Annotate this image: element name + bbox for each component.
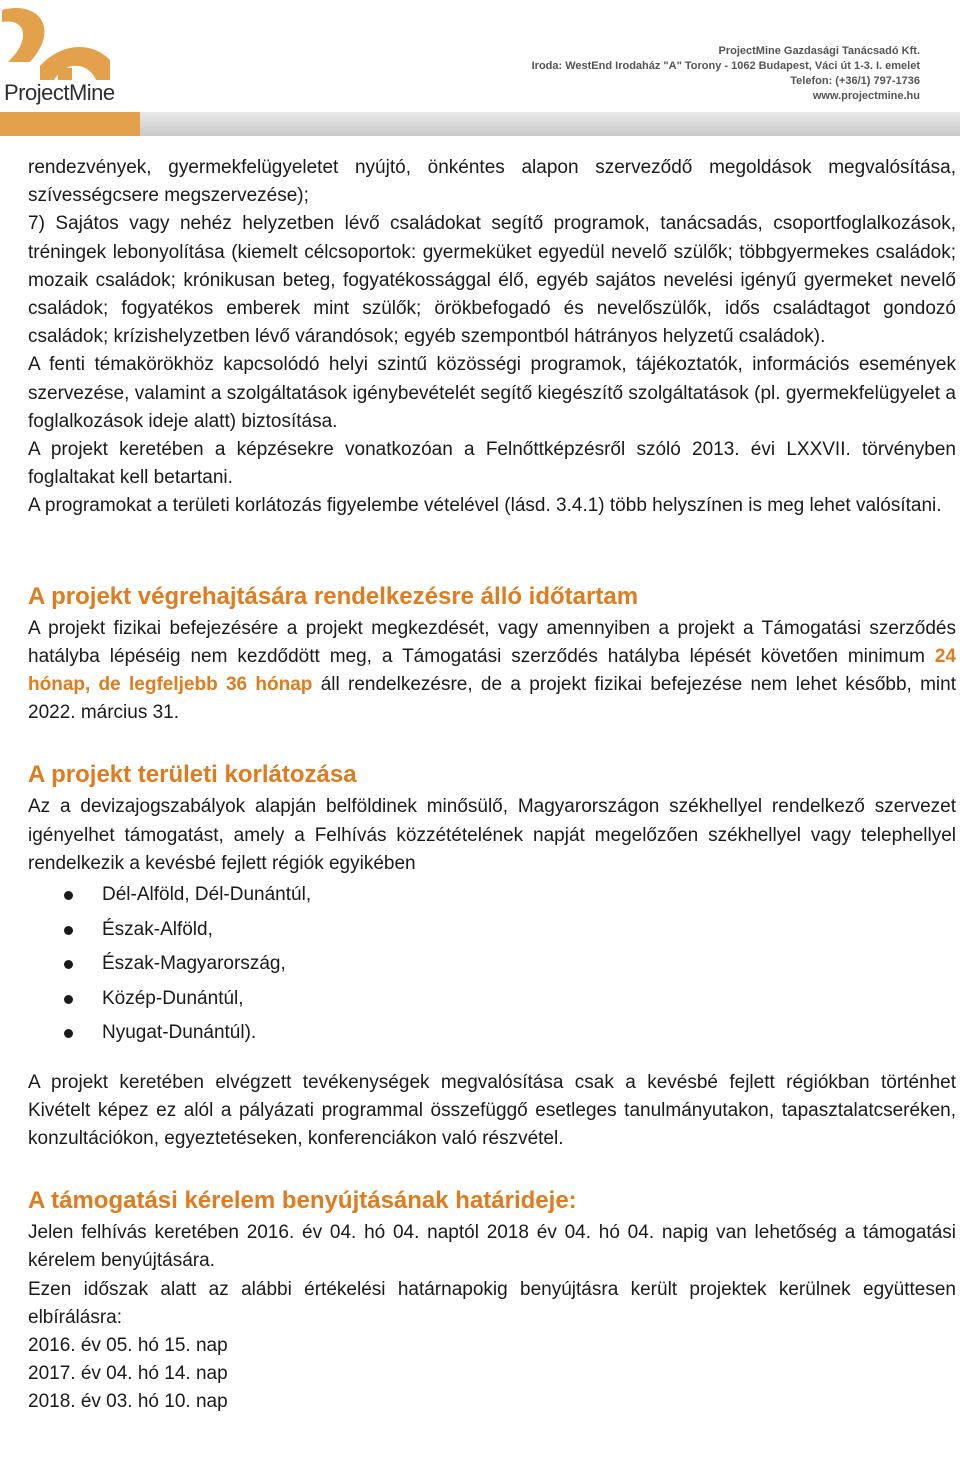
intro-paragraph-5: A programokat a területi korlátozás figyelembe vételével (lásd. 3.4.1) több helyszínen is meg lehet valósítani. [28, 495, 942, 517]
bullet-icon [64, 926, 73, 935]
deadline-paragraph-2: Ezen időszak alatt az alábbi értékelési határnapokig benyújtásra került projektek kerülnek együttesen elbírálásra: [28, 1278, 956, 1328]
section-title-territorial: A projekt területi korlátozása [28, 761, 357, 789]
territorial-paragraph: Az a devizajogszabályok alapján belföldinek minősülő, Magyarországon székhellyel rendelkező szervezet igényelhet támogatást, amely a Felhívás közzétételének napját megelőzően székhellyel vagy telephellyel rendelkezik a kevésbé fejlett régiók egyikében [28, 796, 956, 874]
spacer [28, 1051, 956, 1069]
spacer [28, 521, 956, 579]
document-body [28, 154, 956, 1417]
page-header [0, 0, 960, 140]
bullet-icon [64, 891, 73, 900]
list-item: Észak-Alföld, [28, 913, 956, 948]
deadline-paragraph-1: Jelen felhívás keretében 2016. év 04. hó 04. naptól 2018 év 04. hó 04. napig van lehetőség a támogatási kérelem benyújtására. [28, 1222, 956, 1272]
bullet-icon [64, 960, 73, 969]
logo-text: ProjectMine [4, 80, 115, 105]
intro-paragraph-3: A fenti témakörökhöz kapcsolódó helyi szintű közösségi programok, tájékoztatók, információs események szervezése, valamint a szolgáltatások igénybevételét segítő kiegészítő szolgáltatások (pl. gyermekfelügyelet a foglalkozások ideje alatt) biztosítása. [28, 354, 956, 432]
list-item: Észak-Magyarország, [28, 947, 956, 982]
list-item: Dél-Alföld, Dél-Dunántúl, [28, 878, 956, 913]
list-item: Közép-Dunántúl, [28, 982, 956, 1017]
website[interactable]: www.projectmine.hu [812, 90, 920, 102]
office-address: Iroda: WestEnd Irodaház "A" Torony - 1062 Budapest, Váci út 1-3. I. emelet [531, 60, 920, 72]
deadline-date-3: 2018. év 03. hó 10. nap [28, 1391, 228, 1413]
header-bar-accent [0, 112, 140, 136]
section-title-deadline: A támogatási kérelem benyújtásának határideje: [28, 1187, 577, 1215]
company-contact-block [490, 44, 920, 104]
section-title-duration: A projekt végrehajtására rendelkezésre álló időtartam [28, 582, 639, 610]
duration-text-after: áll rendelkezésre, de a projekt fizikai befejezése nem lehet később, mint 2022. március 31. [28, 674, 956, 724]
duration-highlight: 24 hónap, de legfeljebb 36 hónap [28, 645, 956, 696]
territorial-paragraph-2: A projekt keretében elvégzett tevékenységek megvalósítása csak a kevésbé fejlett régiókban történhet Kivételt képez ez alól a pályázati programmal összefüggő esetleges tanulmányutakon, tapasztalatcseréken, konzultációkon, egyeztetéseken, konferenciákon való részvétel. [28, 1071, 956, 1149]
phone-number: Telefon: (+36/1) 797-1736 [790, 75, 920, 87]
regions-list [28, 878, 956, 1051]
header-bar [0, 112, 960, 136]
deadline-date-1: 2016. év 05. hó 15. nap [28, 1334, 228, 1356]
intro-paragraph-4: A projekt keretében a képzésekre vonatkozóan a Felnőttképzésről szóló 2013. évi LXXVII. törvényben foglaltakat kell betartani. [28, 439, 956, 489]
deadline-date-2: 2017. év 04. hó 14. nap [28, 1363, 228, 1385]
bullet-icon [64, 1029, 73, 1038]
duration-text-before: A projekt fizikai befejezésére a projekt megkezdését, vagy amennyiben a projekt a Támogatási szerződés hatályba lépéséig nem kezdődött meg, a Támogatási szerződés hatályba lépését követően minimum [28, 617, 956, 667]
bullet-icon [64, 995, 73, 1004]
intro-paragraph-2: 7) Sajátos vagy nehéz helyzetben lévő családokat segítő programok, tanácsadás, csoportfoglalkozások, tréningek lebonyolítása (kiemelt célcsoportok: gyermeküket egyedül nevelő szülők; többgyermekes családok; mozaik családok; krónikusan beteg, fogyatékossággal élő, egyéb sajátos nevelési igényű gyermeket nevelő családok; fogyatékos emberek mint szülők; örökbefogadó és nevelőszülők, idős családtagot gondozó családok; krízishelyzetben lévő várandósok; egyéb szempontból hátrányos helyzetű családok). [28, 213, 956, 348]
spacer [28, 727, 956, 757]
list-item: Nyugat-Dunántúl). [28, 1016, 956, 1051]
intro-paragraph-1: rendezvények, gyermekfelügyeletet nyújtó, önkéntes alapon szerveződő megoldások megvalósítása, szívességcsere megszervezése); [28, 157, 956, 207]
company-name: ProjectMine Gazdasági Tanácsadó Kft. [718, 45, 920, 57]
spacer [28, 1153, 956, 1183]
duration-paragraph [28, 615, 956, 728]
